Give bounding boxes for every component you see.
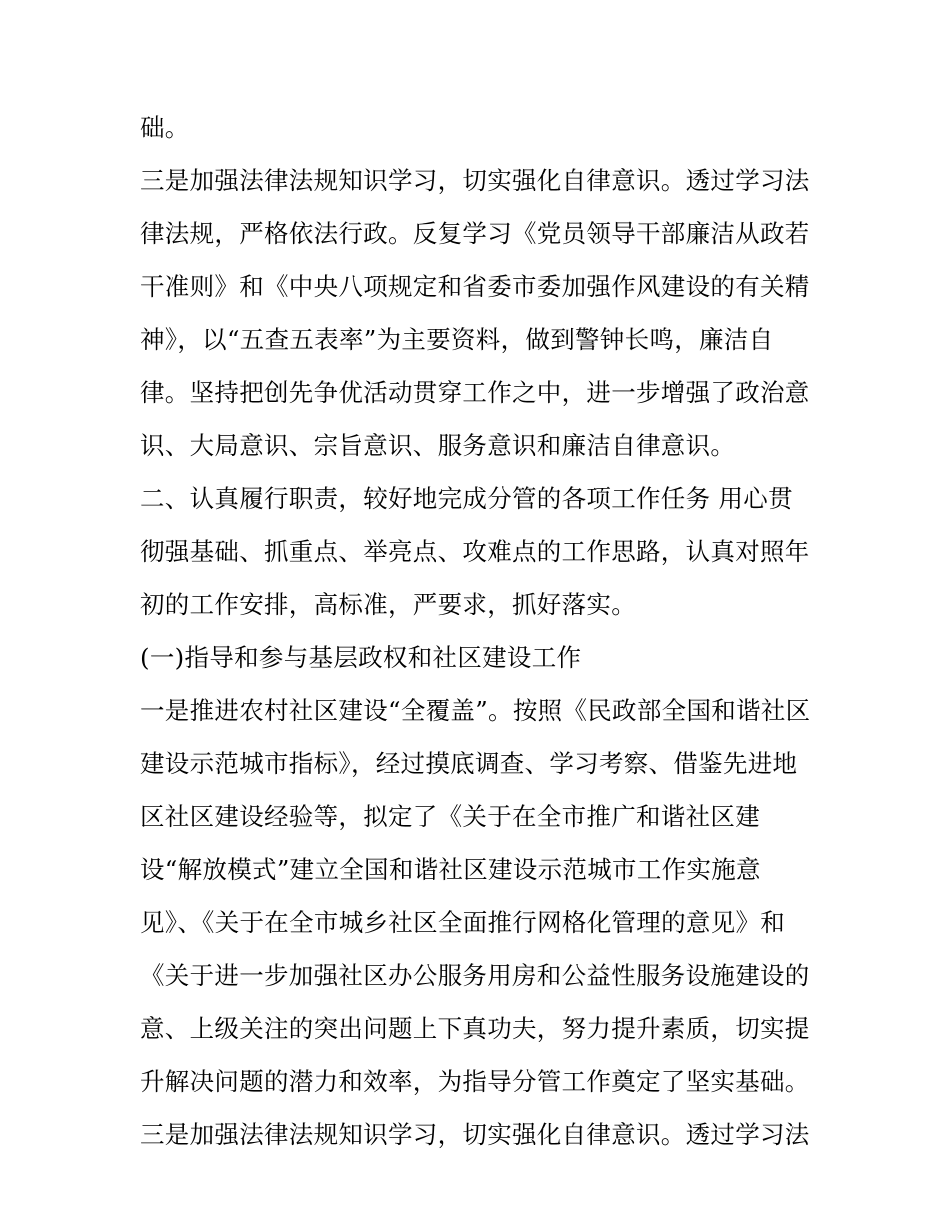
section-heading: (一)指导和参与基层政权和社区建设工作 (140, 643, 582, 672)
text-line: 升解决问题的潜力和效率，为指导分管工作奠定了坚实基础。 (140, 1067, 810, 1096)
text-line: 律法规，严格依法行政。反复学习《党员领导干部廉洁从政若 (140, 219, 810, 248)
text-line: 彻强基础、抓重点、举亮点、攻难点的工作思路，认真对照年 (140, 537, 810, 566)
text-line: 《关于进一步加强社区办公服务用房和公益性服务设施建设的 (140, 961, 810, 990)
text-line: 律。坚持把创先争优活动贯穿工作之中，进一步增强了政治意 (140, 378, 810, 407)
text-line: 础。 (140, 113, 190, 142)
text-line: 见》、《关于在全市城乡社区全面推行网格化管理的意见》和 (140, 908, 786, 937)
text-line: 神》，以“五查五表率”为主要资料，做到警钟长鸣，廉洁自 (140, 325, 774, 354)
text-line: 识、大局意识、宗旨意识、服务意识和廉洁自律意识。 (140, 431, 736, 460)
text-line: 建设示范城市指标》，经过摸底调查、学习考察、借鉴先进地 (140, 749, 798, 778)
text-line: 三是加强法律法规知识学习，切实强化自律意识。透过学习法 (140, 166, 810, 195)
text-line: 意、上级关注的突出问题上下真功夫，努力提升素质，切实提 (140, 1014, 810, 1043)
text-line: 初的工作安排，高标准，严要求，抓好落实。 (140, 590, 636, 619)
text-line: 区社区建设经验等，拟定了《关于在全市推广和谐社区建 (140, 802, 760, 831)
text-line: 干准则》和《中央八项规定和省委市委加强作风建设的有关精 (140, 272, 810, 301)
text-line: 二、认真履行职责，较好地完成分管的各项工作任务 用心贯 (140, 484, 793, 513)
text-line: 设“解放模式”建立全国和谐社区建设示范城市工作实施意 (140, 855, 761, 884)
text-line: 三是加强法律法规知识学习，切实强化自律意识。透过学习法 (140, 1120, 810, 1149)
text-line: 一是推进农村社区建设“全覆盖”。按照《民政部全国和谐社区 (140, 696, 811, 725)
